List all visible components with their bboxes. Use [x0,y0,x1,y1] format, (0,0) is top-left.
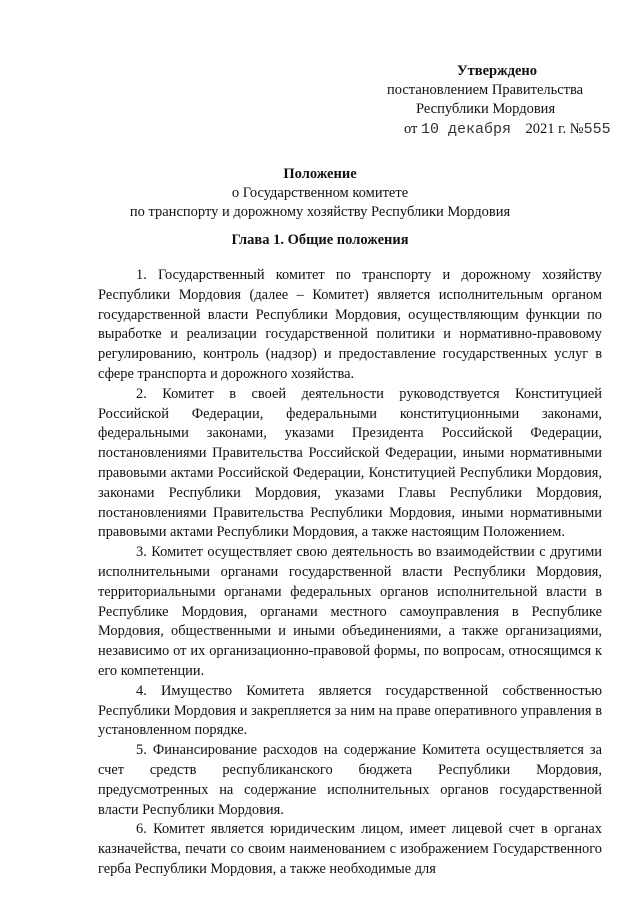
paragraph-3: 3. Комитет осуществляет свою деятельность во взаимодействии с другими исполнительными органами государственной власти Республики Мордовия, территориальными органами федеральных органов исполнительной власти в Республике Мордовия, органами местного самоуправления в Республике Мордовия, общественными и иными объединениями, а также организациями, независимо от их организационно-правовой формы, по вопросам, относящимся к его компетенции. [98,544,602,679]
paragraph-2: 2. Комитет в своей деятельности руководствуется Конституцией Российской Федерации, федеральными конституционными законами, федеральными законами, указами Президента Российской Федерации, постановлениями Правительства Российской Федерации, иными нормативными правовыми актами Российской Федерации, Конституцией Республики Мордовия, законами Республики Мордовия, указами Главы Республики Мордовия, постановлениями Правительства Республики Мордовия, иными нормативными правовыми актами Республики Мордовия, а также настоящим Положением. [98,385,602,541]
approval-title: Утверждено [457,63,537,79]
date-year: 2021 г. [525,121,567,137]
document-subtitle-2: по транспорту и дорожному хозяйству Республики Мордовия [129,204,511,220]
number-sign: № [569,121,584,137]
chapter-title: Глава 1. Общие положения [231,232,409,248]
paragraph-4: 4. Имущество Комитета является государственной собственностью Республики Мордовия и закрепляется за ним на праве оперативного управления в установленном порядке. [98,682,602,739]
paragraph-5: 5. Финансирование расходов на содержание Комитета осуществляется за счет средств республиканского бюджета Республики Мордовия, предусмотренных на содержание исполнительных органов государственной власти Республики Мордовия. [98,742,602,818]
document-title: Положение [283,166,357,182]
document-title-block [0,165,640,222]
date-day-month: 10 декабря [421,121,512,138]
paragraph-6: 6. Комитет является юридическим лицом, имеет лицевой счет в органах казначейства, печати со своим наименованием с изображением Государственного герба Республики Мордовия, а также необходимые для [98,821,602,877]
approval-line-3: Республики Мордовия [416,101,556,117]
body-text [98,266,602,880]
document-subtitle-1: о Государственном комитете [231,185,409,201]
date-prefix: от [404,121,418,137]
approval-line-2: постановлением Правительства [387,82,584,98]
paragraph-1: 1. Государственный комитет по транспорту и дорожному хозяйству Республики Мордовия (далее – Комитет) является исполнительным органом государственной власти Республики Мордовия, осуществляющим функции по выработке и реализации государственной политики и нормативно-правовому регулированию, контроль (надзор) и предоставление государственных услуг в сфере транспорта и дорожного хозяйства. [98,267,602,382]
decree-number: 555 [583,121,611,138]
approval-date-line [404,120,611,139]
